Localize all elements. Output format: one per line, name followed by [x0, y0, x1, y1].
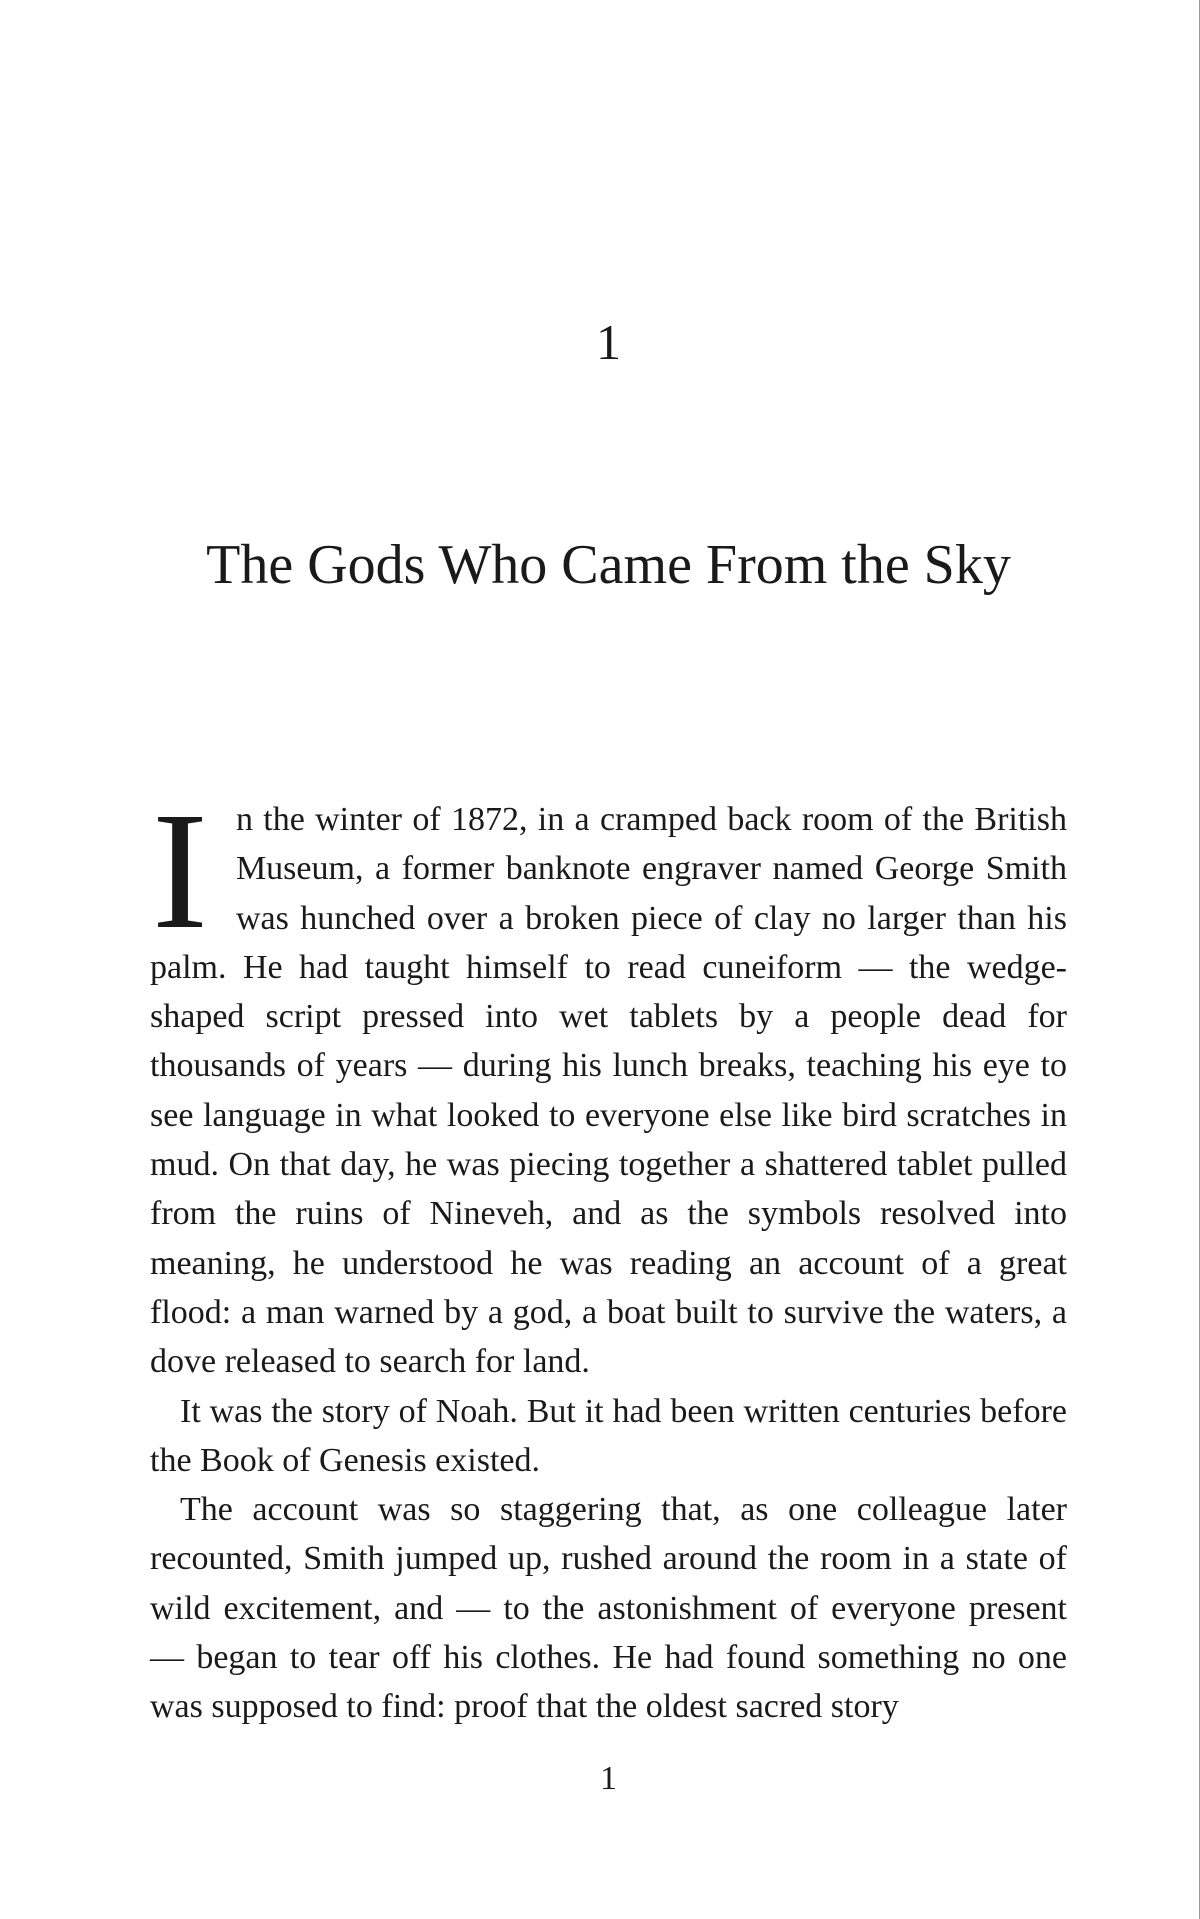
paragraph-3: The account was so staggering that, as one colleague later recounted, Smith jumped up, rushed around the room in a state of wild excitement, and — to the astonishment of everyone present — began to tear off his clothes. He had found something no one was supposed to find: proof that the oldest sacred story	[150, 1491, 1067, 1726]
page-number: 1	[600, 1760, 617, 1797]
chapter-body	[150, 778, 1067, 1732]
chapter-title: The Gods Who Came From the Sky	[206, 534, 1011, 596]
paragraph-2: It was the story of Noah. But it had been written centuries before the Book of Genesis existed.	[150, 1392, 1067, 1479]
paragraph-1-text: n the winter of 1872, in a cramped back room of the British Museum, a former banknote engraver named George Smith was hunched over a broken piece of clay no larger than his palm. He had taught himself to read cuneiform — the wedge-shaped script pressed into wet tablets by a people dead for thousands of years — during his lunch breaks, teaching his eye to see language in what looked to everyone else like bird scratches in mud. On that day, he was piecing together a shattered tablet pulled from the ruins of Nineveh, and as the symbols resolved into meaning, he understood he was reading an account of a great flood: a man warned by a god, a boat built to survive the waters, a dove released to search for land.	[150, 801, 1067, 1381]
book-page	[150, 0, 1067, 1919]
drop-cap: I	[152, 778, 208, 964]
chapter-number: 1	[596, 314, 621, 370]
paragraph-1	[150, 778, 1067, 1387]
